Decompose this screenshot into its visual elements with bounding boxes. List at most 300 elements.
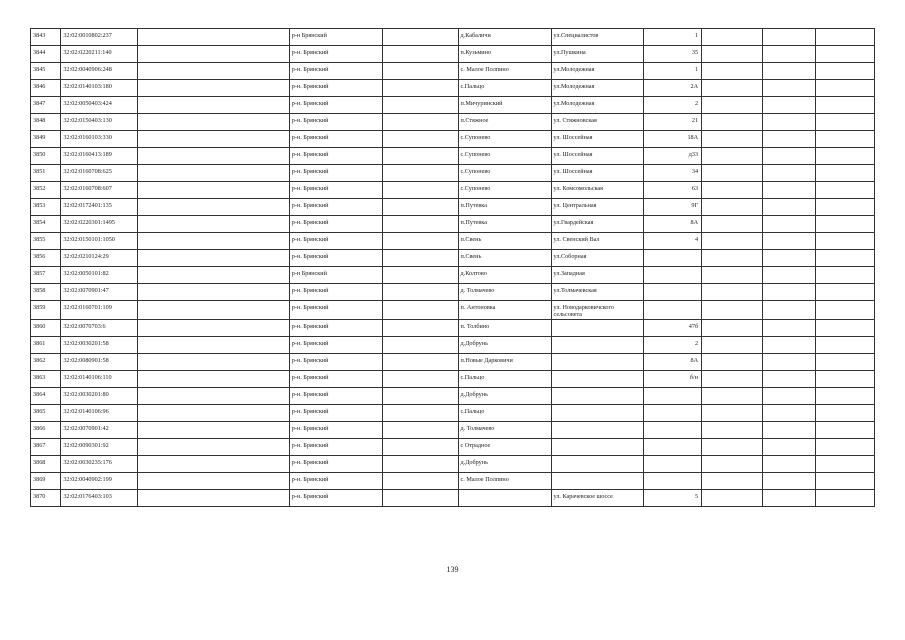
empty-cell bbox=[762, 456, 816, 473]
property-table bbox=[30, 28, 875, 507]
cadastral-number-cell: 32:02:0040906:248 bbox=[61, 63, 138, 80]
empty-cell bbox=[762, 354, 816, 371]
empty-cell bbox=[816, 80, 875, 97]
street-cell: ул. Свенский Вал bbox=[551, 233, 644, 250]
table-row bbox=[31, 405, 875, 422]
empty-cell bbox=[382, 131, 458, 148]
district-cell: р-н. Брянский bbox=[289, 371, 382, 388]
table-row bbox=[31, 216, 875, 233]
empty-cell bbox=[138, 284, 290, 301]
table-row bbox=[31, 199, 875, 216]
table-row bbox=[31, 148, 875, 165]
house-number-cell bbox=[644, 388, 702, 405]
empty-cell bbox=[702, 456, 763, 473]
cadastral-number-cell: 32:02:0070703:6 bbox=[61, 320, 138, 337]
empty-cell bbox=[138, 165, 290, 182]
empty-cell bbox=[702, 233, 763, 250]
cadastral-number-cell: 32:02:0220211:140 bbox=[61, 46, 138, 63]
locality-cell: п.Мичуринский bbox=[458, 97, 551, 114]
empty-cell bbox=[382, 439, 458, 456]
locality-cell: с.Супонево bbox=[458, 165, 551, 182]
house-number-cell bbox=[644, 422, 702, 439]
empty-cell bbox=[816, 456, 875, 473]
empty-cell bbox=[382, 456, 458, 473]
empty-cell bbox=[382, 405, 458, 422]
empty-cell bbox=[762, 199, 816, 216]
empty-cell bbox=[138, 63, 290, 80]
cadastral-number-cell: 32:02:0030235:176 bbox=[61, 456, 138, 473]
street-cell: ул.Толмачевская bbox=[551, 284, 644, 301]
locality-cell: с. Малое Полпино bbox=[458, 63, 551, 80]
table-row bbox=[31, 165, 875, 182]
cadastral-number-cell: 32:02:0220301:1495 bbox=[61, 216, 138, 233]
locality-cell: д.Добрунь bbox=[458, 388, 551, 405]
empty-cell bbox=[702, 422, 763, 439]
house-number-cell bbox=[644, 439, 702, 456]
locality-cell: с.Супонево bbox=[458, 148, 551, 165]
empty-cell bbox=[762, 422, 816, 439]
empty-cell bbox=[816, 354, 875, 371]
empty-cell bbox=[702, 199, 763, 216]
district-cell: р-н. Брянский bbox=[289, 233, 382, 250]
empty-cell bbox=[816, 337, 875, 354]
table-row bbox=[31, 250, 875, 267]
empty-cell bbox=[816, 422, 875, 439]
locality-cell: д.Добрунь bbox=[458, 456, 551, 473]
empty-cell bbox=[138, 46, 290, 63]
locality-cell: с. Малое Полпино bbox=[458, 473, 551, 490]
cadastral-number-cell: 32:02:0030201:58 bbox=[61, 337, 138, 354]
empty-cell bbox=[382, 267, 458, 284]
table-row bbox=[31, 63, 875, 80]
empty-cell bbox=[382, 63, 458, 80]
table-row bbox=[31, 284, 875, 301]
street-cell bbox=[551, 337, 644, 354]
table-row bbox=[31, 233, 875, 250]
empty-cell bbox=[382, 233, 458, 250]
empty-cell bbox=[816, 165, 875, 182]
empty-cell bbox=[702, 337, 763, 354]
street-cell: ул. Стяжновская bbox=[551, 114, 644, 131]
locality-cell: п. Толбино bbox=[458, 320, 551, 337]
house-number-cell: 35 bbox=[644, 46, 702, 63]
empty-cell bbox=[138, 148, 290, 165]
cadastral-number-cell: 32:02:0140103:180 bbox=[61, 80, 138, 97]
empty-cell bbox=[138, 490, 290, 507]
table-row bbox=[31, 46, 875, 63]
locality-cell: с.Пальцо bbox=[458, 371, 551, 388]
table-row bbox=[31, 354, 875, 371]
table-body bbox=[31, 29, 875, 507]
street-cell: ул. Центральная bbox=[551, 199, 644, 216]
empty-cell bbox=[138, 114, 290, 131]
locality-cell: д. Толмачево bbox=[458, 284, 551, 301]
house-number-cell: 4 bbox=[644, 233, 702, 250]
cadastral-number-cell: 32:02:0160413:189 bbox=[61, 148, 138, 165]
empty-cell bbox=[816, 97, 875, 114]
district-cell: р-н. Брянский bbox=[289, 182, 382, 199]
row-number-cell: 3843 bbox=[31, 29, 61, 46]
table-row bbox=[31, 29, 875, 46]
street-cell bbox=[551, 456, 644, 473]
empty-cell bbox=[702, 46, 763, 63]
empty-cell bbox=[762, 284, 816, 301]
cadastral-number-cell: 32:02:0050101:82 bbox=[61, 267, 138, 284]
house-number-cell: 5 bbox=[644, 490, 702, 507]
house-number-cell bbox=[644, 473, 702, 490]
district-cell: р-н. Брянский bbox=[289, 301, 382, 320]
empty-cell bbox=[762, 63, 816, 80]
empty-cell bbox=[702, 250, 763, 267]
empty-cell bbox=[762, 439, 816, 456]
table-row bbox=[31, 97, 875, 114]
locality-cell: д.Добрунь bbox=[458, 337, 551, 354]
empty-cell bbox=[138, 97, 290, 114]
cadastral-number-cell: 32:02:0160708:607 bbox=[61, 182, 138, 199]
empty-cell bbox=[138, 439, 290, 456]
table-row bbox=[31, 439, 875, 456]
empty-cell bbox=[138, 422, 290, 439]
empty-cell bbox=[816, 46, 875, 63]
district-cell: р-н. Брянский bbox=[289, 199, 382, 216]
empty-cell bbox=[382, 371, 458, 388]
row-number-cell: 3863 bbox=[31, 371, 61, 388]
empty-cell bbox=[138, 354, 290, 371]
district-cell: р-н. Брянский bbox=[289, 388, 382, 405]
district-cell: р-н. Брянский bbox=[289, 473, 382, 490]
street-cell bbox=[551, 405, 644, 422]
empty-cell bbox=[382, 97, 458, 114]
empty-cell bbox=[138, 233, 290, 250]
locality-cell: п.Путевка bbox=[458, 199, 551, 216]
row-number-cell: 3864 bbox=[31, 388, 61, 405]
locality-cell: п.Кузьмино bbox=[458, 46, 551, 63]
street-cell: ул. Карачевское шоссе bbox=[551, 490, 644, 507]
empty-cell bbox=[138, 199, 290, 216]
empty-cell bbox=[702, 301, 763, 320]
empty-cell bbox=[702, 354, 763, 371]
empty-cell bbox=[816, 114, 875, 131]
cadastral-number-cell: 32:02:0030201:80 bbox=[61, 388, 138, 405]
district-cell: р-н. Брянский bbox=[289, 131, 382, 148]
district-cell: р-н. Брянский bbox=[289, 216, 382, 233]
empty-cell bbox=[762, 29, 816, 46]
empty-cell bbox=[382, 148, 458, 165]
empty-cell bbox=[138, 131, 290, 148]
locality-cell: д. Толмачево bbox=[458, 422, 551, 439]
empty-cell bbox=[816, 131, 875, 148]
row-number-cell: 3845 bbox=[31, 63, 61, 80]
row-number-cell: 3865 bbox=[31, 405, 61, 422]
empty-cell bbox=[138, 337, 290, 354]
street-cell: ул. Новодарковичского сельсовета bbox=[551, 301, 644, 320]
empty-cell bbox=[702, 97, 763, 114]
row-number-cell: 3852 bbox=[31, 182, 61, 199]
empty-cell bbox=[762, 320, 816, 337]
empty-cell bbox=[816, 29, 875, 46]
street-cell: ул.Молодежная bbox=[551, 63, 644, 80]
table-row bbox=[31, 337, 875, 354]
row-number-cell: 3857 bbox=[31, 267, 61, 284]
row-number-cell: 3866 bbox=[31, 422, 61, 439]
cadastral-number-cell: 32:02:0040902:199 bbox=[61, 473, 138, 490]
street-cell: ул.Западная bbox=[551, 267, 644, 284]
empty-cell bbox=[382, 250, 458, 267]
district-cell: р-н. Брянский bbox=[289, 439, 382, 456]
locality-cell: д.Колтово bbox=[458, 267, 551, 284]
empty-cell bbox=[702, 29, 763, 46]
empty-cell bbox=[702, 63, 763, 80]
empty-cell bbox=[382, 80, 458, 97]
house-number-cell bbox=[644, 250, 702, 267]
empty-cell bbox=[816, 301, 875, 320]
cadastral-number-cell: 32:02:0070901:42 bbox=[61, 422, 138, 439]
district-cell: р-н. Брянский bbox=[289, 165, 382, 182]
district-cell: р-н. Брянский bbox=[289, 97, 382, 114]
table-row bbox=[31, 371, 875, 388]
empty-cell bbox=[138, 388, 290, 405]
empty-cell bbox=[382, 29, 458, 46]
locality-cell: п.Свень bbox=[458, 250, 551, 267]
locality-cell: п.Стяжное bbox=[458, 114, 551, 131]
empty-cell bbox=[382, 182, 458, 199]
street-cell: ул. Шоссейная bbox=[551, 131, 644, 148]
district-cell: р-н. Брянский bbox=[289, 354, 382, 371]
row-number-cell: 3851 bbox=[31, 165, 61, 182]
street-cell bbox=[551, 388, 644, 405]
house-number-cell: 47б bbox=[644, 320, 702, 337]
row-number-cell: 3858 bbox=[31, 284, 61, 301]
house-number-cell: 1 bbox=[644, 29, 702, 46]
house-number-cell: 8А bbox=[644, 216, 702, 233]
empty-cell bbox=[816, 473, 875, 490]
locality-cell: с Отрадное bbox=[458, 439, 551, 456]
house-number-cell bbox=[644, 267, 702, 284]
empty-cell bbox=[138, 80, 290, 97]
district-cell: р-н Брянский bbox=[289, 29, 382, 46]
table-row bbox=[31, 490, 875, 507]
empty-cell bbox=[702, 439, 763, 456]
district-cell: р-н. Брянский bbox=[289, 250, 382, 267]
district-cell: р-н. Брянский bbox=[289, 320, 382, 337]
empty-cell bbox=[816, 388, 875, 405]
district-cell: р-н. Брянский bbox=[289, 490, 382, 507]
row-number-cell: 3855 bbox=[31, 233, 61, 250]
empty-cell bbox=[816, 284, 875, 301]
street-cell: ул. Шоссейная bbox=[551, 148, 644, 165]
empty-cell bbox=[762, 216, 816, 233]
cadastral-number-cell: 32:02:0090301:92 bbox=[61, 439, 138, 456]
empty-cell bbox=[762, 405, 816, 422]
empty-cell bbox=[762, 233, 816, 250]
empty-cell bbox=[816, 267, 875, 284]
empty-cell bbox=[762, 371, 816, 388]
empty-cell bbox=[138, 250, 290, 267]
empty-cell bbox=[762, 114, 816, 131]
house-number-cell: 1 bbox=[644, 63, 702, 80]
table-row bbox=[31, 114, 875, 131]
house-number-cell: 34 bbox=[644, 165, 702, 182]
house-number-cell bbox=[644, 284, 702, 301]
row-number-cell: 3848 bbox=[31, 114, 61, 131]
empty-cell bbox=[138, 473, 290, 490]
empty-cell bbox=[382, 354, 458, 371]
empty-cell bbox=[816, 63, 875, 80]
empty-cell bbox=[382, 422, 458, 439]
empty-cell bbox=[762, 473, 816, 490]
empty-cell bbox=[138, 371, 290, 388]
table-row bbox=[31, 267, 875, 284]
district-cell: р-н. Брянский bbox=[289, 422, 382, 439]
empty-cell bbox=[382, 320, 458, 337]
locality-cell: п. Антоновка bbox=[458, 301, 551, 320]
row-number-cell: 3862 bbox=[31, 354, 61, 371]
street-cell: ул.Молодежная bbox=[551, 97, 644, 114]
cadastral-number-cell: 32:02:0160103:330 bbox=[61, 131, 138, 148]
row-number-cell: 3869 bbox=[31, 473, 61, 490]
empty-cell bbox=[762, 301, 816, 320]
page-number: 139 bbox=[446, 565, 459, 574]
empty-cell bbox=[702, 182, 763, 199]
cadastral-number-cell: 32:02:0210124:29 bbox=[61, 250, 138, 267]
empty-cell bbox=[816, 405, 875, 422]
empty-cell bbox=[762, 46, 816, 63]
street-cell: ул.Соборная bbox=[551, 250, 644, 267]
empty-cell bbox=[762, 267, 816, 284]
row-number-cell: 3859 bbox=[31, 301, 61, 320]
empty-cell bbox=[762, 80, 816, 97]
empty-cell bbox=[382, 216, 458, 233]
street-cell: ул. Комсомольская bbox=[551, 182, 644, 199]
row-number-cell: 3846 bbox=[31, 80, 61, 97]
street-cell: ул.Пушкина bbox=[551, 46, 644, 63]
row-number-cell: 3860 bbox=[31, 320, 61, 337]
street-cell: ул.Молодежная bbox=[551, 80, 644, 97]
house-number-cell: 2 bbox=[644, 97, 702, 114]
house-number-cell bbox=[644, 405, 702, 422]
empty-cell bbox=[382, 490, 458, 507]
locality-cell: с.Супонево bbox=[458, 131, 551, 148]
empty-cell bbox=[702, 473, 763, 490]
empty-cell bbox=[702, 114, 763, 131]
empty-cell bbox=[382, 337, 458, 354]
empty-cell bbox=[382, 165, 458, 182]
row-number-cell: 3853 bbox=[31, 199, 61, 216]
empty-cell bbox=[702, 284, 763, 301]
empty-cell bbox=[702, 405, 763, 422]
empty-cell bbox=[816, 199, 875, 216]
empty-cell bbox=[382, 46, 458, 63]
row-number-cell: 3844 bbox=[31, 46, 61, 63]
district-cell: р-н. Брянский bbox=[289, 80, 382, 97]
cadastral-number-cell: 32:02:0160701:109 bbox=[61, 301, 138, 320]
cadastral-number-cell: 32:02:0080901:58 bbox=[61, 354, 138, 371]
empty-cell bbox=[702, 320, 763, 337]
row-number-cell: 3847 bbox=[31, 97, 61, 114]
house-number-cell: 2 bbox=[644, 337, 702, 354]
locality-cell: п.Новые Дарковичи bbox=[458, 354, 551, 371]
empty-cell bbox=[702, 267, 763, 284]
house-number-cell: 21 bbox=[644, 114, 702, 131]
street-cell bbox=[551, 422, 644, 439]
empty-cell bbox=[762, 337, 816, 354]
empty-cell bbox=[138, 301, 290, 320]
locality-cell: п.Путевка bbox=[458, 216, 551, 233]
table-row bbox=[31, 182, 875, 199]
empty-cell bbox=[138, 29, 290, 46]
cadastral-number-cell: 32:02:0140106:110 bbox=[61, 371, 138, 388]
empty-cell bbox=[762, 165, 816, 182]
locality-cell: с.Пальцо bbox=[458, 80, 551, 97]
locality-cell: д.Кабаличи bbox=[458, 29, 551, 46]
empty-cell bbox=[382, 473, 458, 490]
empty-cell bbox=[702, 131, 763, 148]
locality-cell: п.Свень bbox=[458, 233, 551, 250]
empty-cell bbox=[816, 233, 875, 250]
district-cell: р-н. Брянский bbox=[289, 148, 382, 165]
empty-cell bbox=[762, 148, 816, 165]
empty-cell bbox=[816, 148, 875, 165]
street-cell bbox=[551, 371, 644, 388]
district-cell: р-н. Брянский bbox=[289, 337, 382, 354]
house-number-cell: 9Г bbox=[644, 199, 702, 216]
house-number-cell bbox=[644, 301, 702, 320]
house-number-cell: 18А bbox=[644, 131, 702, 148]
table-row bbox=[31, 80, 875, 97]
empty-cell bbox=[816, 490, 875, 507]
empty-cell bbox=[762, 97, 816, 114]
house-number-cell: 2А bbox=[644, 80, 702, 97]
street-cell bbox=[551, 439, 644, 456]
cadastral-number-cell: 32:02:0050403:424 bbox=[61, 97, 138, 114]
locality-cell: с.Супонево bbox=[458, 182, 551, 199]
street-cell bbox=[551, 473, 644, 490]
empty-cell bbox=[816, 371, 875, 388]
district-cell: р-н. Брянский bbox=[289, 63, 382, 80]
empty-cell bbox=[816, 320, 875, 337]
cadastral-number-cell: 32:02:0150101:1050 bbox=[61, 233, 138, 250]
table-row bbox=[31, 388, 875, 405]
table-row bbox=[31, 131, 875, 148]
table-row bbox=[31, 473, 875, 490]
table-row bbox=[31, 422, 875, 439]
street-cell: ул.Специалистов bbox=[551, 29, 644, 46]
house-number-cell: д33 bbox=[644, 148, 702, 165]
house-number-cell: б/н bbox=[644, 371, 702, 388]
empty-cell bbox=[816, 250, 875, 267]
empty-cell bbox=[702, 165, 763, 182]
empty-cell bbox=[382, 114, 458, 131]
empty-cell bbox=[816, 182, 875, 199]
empty-cell bbox=[762, 182, 816, 199]
row-number-cell: 3854 bbox=[31, 216, 61, 233]
empty-cell bbox=[382, 388, 458, 405]
cadastral-number-cell: 32:02:0160708:625 bbox=[61, 165, 138, 182]
row-number-cell: 3870 bbox=[31, 490, 61, 507]
empty-cell bbox=[762, 131, 816, 148]
house-number-cell: 63 bbox=[644, 182, 702, 199]
row-number-cell: 3861 bbox=[31, 337, 61, 354]
district-cell: р-н Брянский bbox=[289, 267, 382, 284]
house-number-cell: 8А bbox=[644, 354, 702, 371]
street-cell: ул. Шоссейная bbox=[551, 165, 644, 182]
district-cell: р-н. Брянский bbox=[289, 284, 382, 301]
empty-cell bbox=[762, 388, 816, 405]
empty-cell bbox=[138, 456, 290, 473]
empty-cell bbox=[702, 80, 763, 97]
empty-cell bbox=[816, 216, 875, 233]
table-row bbox=[31, 301, 875, 320]
